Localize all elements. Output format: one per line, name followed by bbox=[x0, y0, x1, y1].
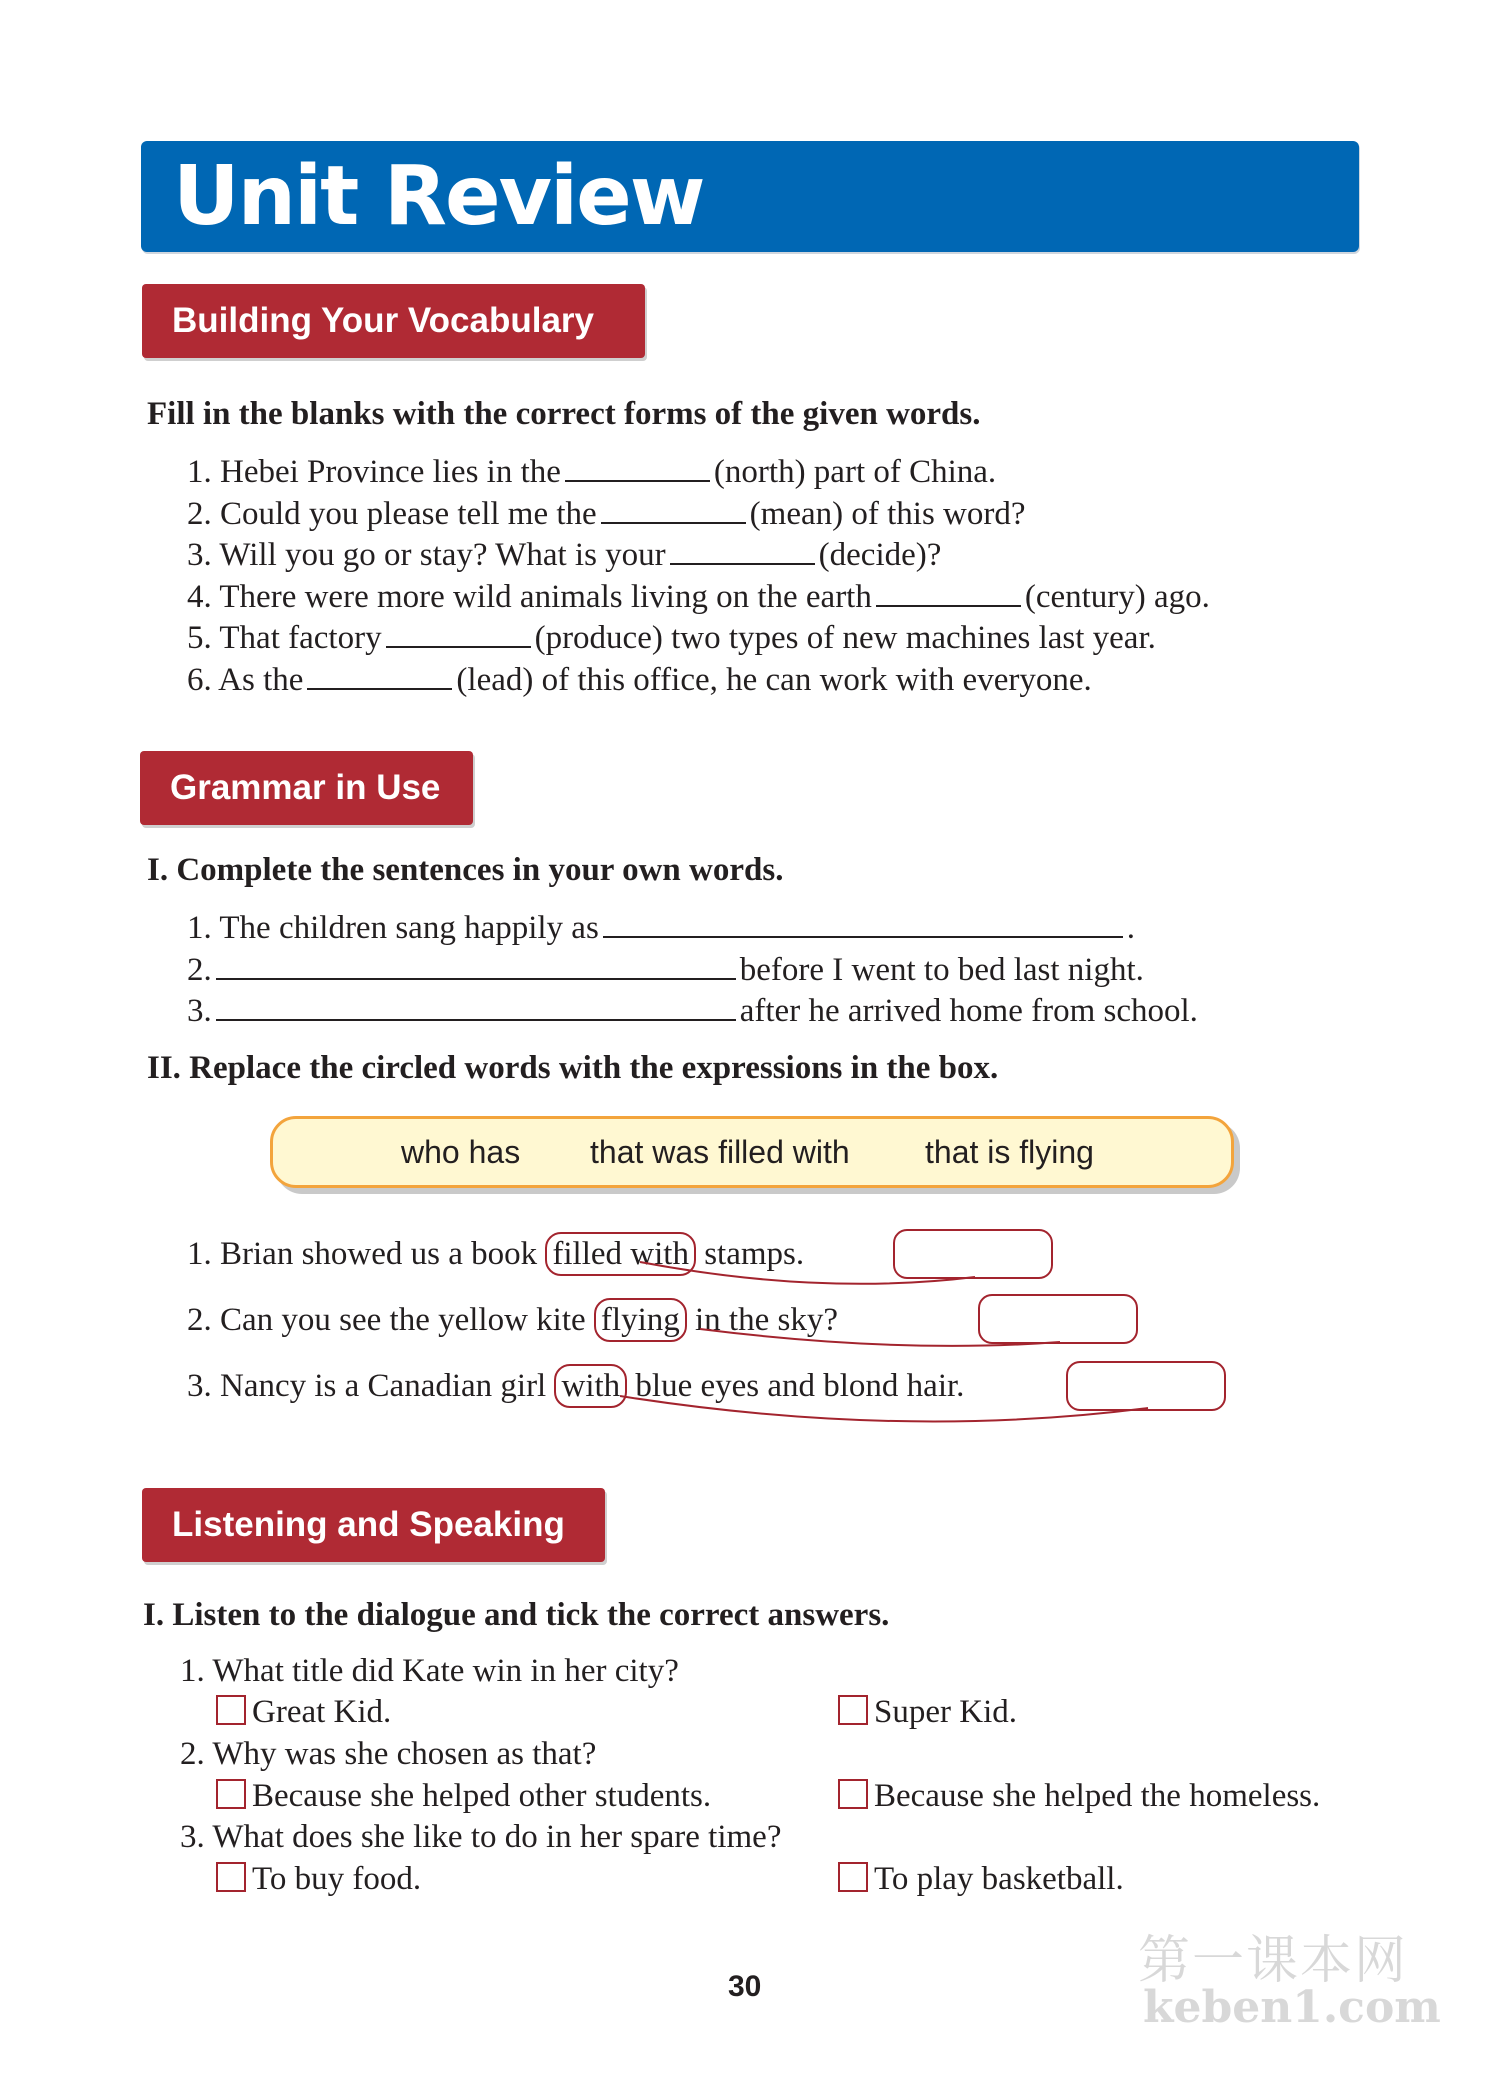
page-number: 30 bbox=[728, 1970, 762, 2003]
vocab-item-text: (produce) two types of new machines last year. bbox=[534, 620, 1156, 656]
option-text: Because she helped the homeless. bbox=[874, 1778, 1321, 1814]
replace-item-text: 3. Nancy is a Canadian girl bbox=[187, 1368, 547, 1404]
grammar-item-text: 1. The children sang happily as bbox=[187, 910, 599, 946]
grammar-heading: Grammar in Use bbox=[170, 768, 441, 807]
answer-option[interactable] bbox=[838, 1861, 1124, 1898]
grammar-part1-instruction: I. Complete the sentences in your own words. bbox=[147, 852, 784, 888]
option-text: To play basketball. bbox=[874, 1861, 1124, 1897]
vocab-item-text: (mean) of this word? bbox=[749, 496, 1026, 532]
option-text: Super Kid. bbox=[874, 1694, 1017, 1730]
option-text: Because she helped other students. bbox=[252, 1778, 712, 1814]
grammar-item-text: before I went to bed last night. bbox=[739, 952, 1144, 988]
connector-line bbox=[700, 1329, 1060, 1346]
page-title: Unit Review bbox=[173, 149, 704, 244]
vocab-heading: Building Your Vocabulary bbox=[172, 301, 594, 340]
vocab-item-text: (century) ago. bbox=[1024, 579, 1210, 615]
replace-item-text: blue eyes and blond hair. bbox=[635, 1368, 965, 1404]
circled-words: with bbox=[554, 1364, 627, 1408]
tick-checkbox[interactable] bbox=[838, 1862, 868, 1892]
listening-question: 2. Why was she chosen as that? bbox=[180, 1736, 597, 1772]
circled-words: flying bbox=[594, 1298, 687, 1342]
vocab-item-text: 5. That factory bbox=[187, 620, 382, 656]
connector-line bbox=[640, 1262, 975, 1284]
expression-word: that was filled with bbox=[590, 1134, 850, 1170]
grammar-item-number: 3. bbox=[187, 993, 212, 1029]
vocab-item-text: (north) part of China. bbox=[713, 454, 997, 490]
grammar-item-text: after he arrived home from school. bbox=[739, 993, 1198, 1029]
vocab-item-text: 4. There were more wild animals living on the earth bbox=[187, 579, 872, 615]
tick-checkbox[interactable] bbox=[838, 1779, 868, 1809]
answer-option[interactable] bbox=[216, 1778, 711, 1815]
answer-option[interactable] bbox=[838, 1778, 1320, 1815]
connector-line bbox=[620, 1396, 1148, 1421]
tick-checkbox[interactable] bbox=[216, 1695, 246, 1725]
vocab-item-text: 6. As the bbox=[187, 662, 304, 698]
vocab-instruction: Fill in the blanks with the correct forms of the given words. bbox=[147, 396, 981, 432]
answer-option[interactable] bbox=[216, 1694, 391, 1731]
listening-instruction: I. Listen to the dialogue and tick the correct answers. bbox=[143, 1597, 890, 1633]
vocab-item-text: 3. Will you go or stay? What is your bbox=[187, 537, 666, 573]
answer-option[interactable] bbox=[216, 1861, 421, 1898]
option-text: To buy food. bbox=[252, 1861, 422, 1897]
vocab-item-text: (decide)? bbox=[818, 537, 942, 573]
replace-item-text: 1. Brian showed us a book bbox=[187, 1236, 538, 1272]
grammar-part2-instruction: II. Replace the circled words with the expressions in the box. bbox=[147, 1050, 999, 1086]
watermark-url: keben1.com bbox=[1143, 1982, 1441, 2033]
watermark-text: 第一课本网 bbox=[1138, 1931, 1409, 1991]
replace-item-text: stamps. bbox=[704, 1236, 805, 1272]
vocab-item-text: (lead) of this office, he can work with everyone. bbox=[456, 662, 1092, 698]
option-text: Great Kid. bbox=[252, 1694, 392, 1730]
vocab-item-text: 2. Could you please tell me the bbox=[187, 496, 597, 532]
vocab-item-text: 1. Hebei Province lies in the bbox=[187, 454, 561, 490]
grammar-item-text: . bbox=[1126, 910, 1136, 946]
answer-option[interactable] bbox=[838, 1694, 1017, 1731]
circled-words: filled with bbox=[545, 1232, 696, 1276]
replace-item-text: 2. Can you see the yellow kite bbox=[187, 1302, 586, 1338]
grammar-item-number: 2. bbox=[187, 952, 212, 988]
tick-checkbox[interactable] bbox=[838, 1695, 868, 1725]
listening-section-tab bbox=[142, 1488, 605, 1562]
expression-word: who has bbox=[401, 1134, 521, 1170]
listening-heading: Listening and Speaking bbox=[172, 1505, 565, 1544]
listening-question: 3. What does she like to do in her spare time? bbox=[180, 1819, 782, 1855]
listening-question: 1. What title did Kate win in her city? bbox=[180, 1653, 679, 1689]
replace-item-text: in the sky? bbox=[695, 1302, 838, 1338]
tick-checkbox[interactable] bbox=[216, 1779, 246, 1809]
expression-word: that is flying bbox=[925, 1134, 1094, 1170]
tick-checkbox[interactable] bbox=[216, 1862, 246, 1892]
